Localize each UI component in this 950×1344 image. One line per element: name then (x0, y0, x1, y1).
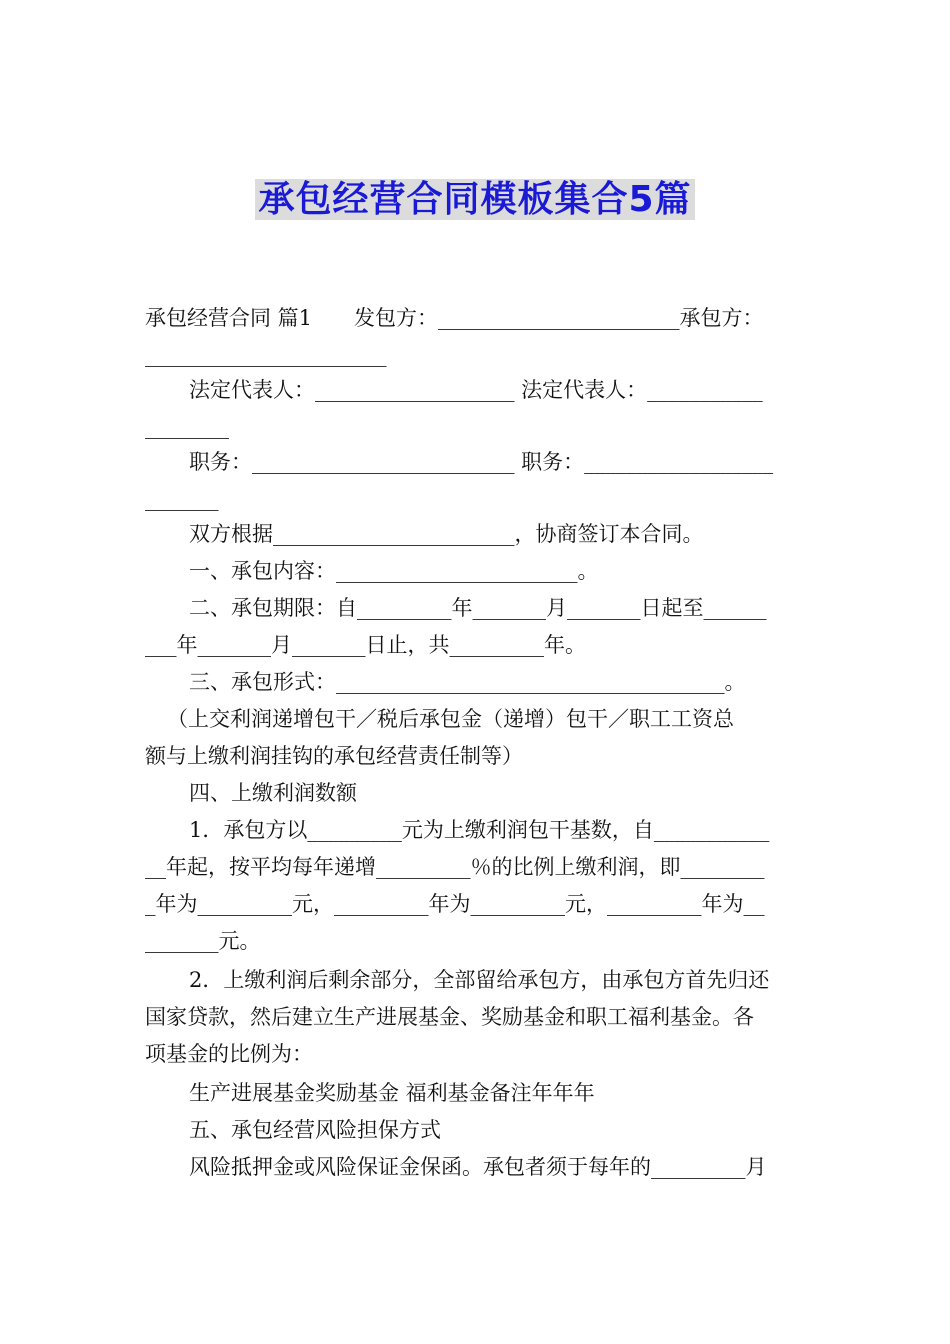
paragraph-parties-line-1: 承包经营合同 篇1 发包方：_______________________承包方： (145, 306, 764, 330)
paragraph-profit-1-line-3: _年为_________元，_________年为_________元，_________年为__ (145, 892, 765, 916)
paragraph-form-note-line-1: （上交利润递增包干／税后承包金（递增）包干／职工工资总 (167, 707, 734, 731)
paragraph-legal-rep-line-1: 法定代表人：___________________ 法定代表人：___________ (189, 378, 763, 402)
section-heading-risk: 五、承包经营风险担保方式 (189, 1118, 441, 1142)
paragraph-profit-1-line-2: __年起，按平均每年递增_________％的比例上缴利润，即________ (145, 855, 765, 879)
paragraph-contract-form: 三、承包形式：_____________________________________。 (189, 670, 746, 694)
paragraph-profit-2-line-3: 项基金的比例为： (145, 1042, 313, 1066)
document-title: 承包经营合同模板集合5篇 (0, 176, 950, 224)
paragraph-parties-line-2: _______________________ (145, 343, 387, 367)
paragraph-risk-guarantee: 风险抵押金或风险保证金保函。承包者须于每年的_________月 (189, 1155, 767, 1179)
paragraph-profit-1-line-1: 1．承包方以_________元为上缴利润包干基数，自___________ (189, 818, 770, 842)
paragraph-profit-2-line-1: 2．上缴利润后剩余部分，全部留给承包方，由承包方首先归还 (189, 968, 770, 992)
paragraph-profit-1-line-4: _______元。 (145, 929, 261, 953)
paragraph-contract-term-line-1: 二、承包期限：自_________年_______月_______日起至______ (189, 596, 767, 620)
paragraph-fund-table-header: 生产进展基金奖励基金 福利基金备注年年年 (189, 1081, 595, 1105)
paragraph-legal-rep-line-2: ________ (145, 415, 229, 439)
document-body (145, 300, 807, 1186)
paragraph-position-line-1: 职务：_________________________ 职务：__________________ (189, 450, 774, 474)
paragraph-form-note-line-2: 额与上缴利润挂钩的承包经营责任制等） (145, 744, 523, 768)
paragraph-agreement: 双方根据_______________________，协商签订本合同。 (189, 522, 704, 546)
section-heading-profit: 四、上缴利润数额 (189, 781, 357, 805)
paragraph-contract-content: 一、承包内容：_______________________。 (189, 559, 599, 583)
paragraph-contract-term-line-2: ___年_______月_______日止，共_________年。 (145, 633, 586, 657)
paragraph-position-line-2: _______ (145, 487, 219, 511)
paragraph-profit-2-line-2: 国家贷款，然后建立生产进展基金、奖励基金和职工福利基金。各 (145, 1005, 754, 1029)
